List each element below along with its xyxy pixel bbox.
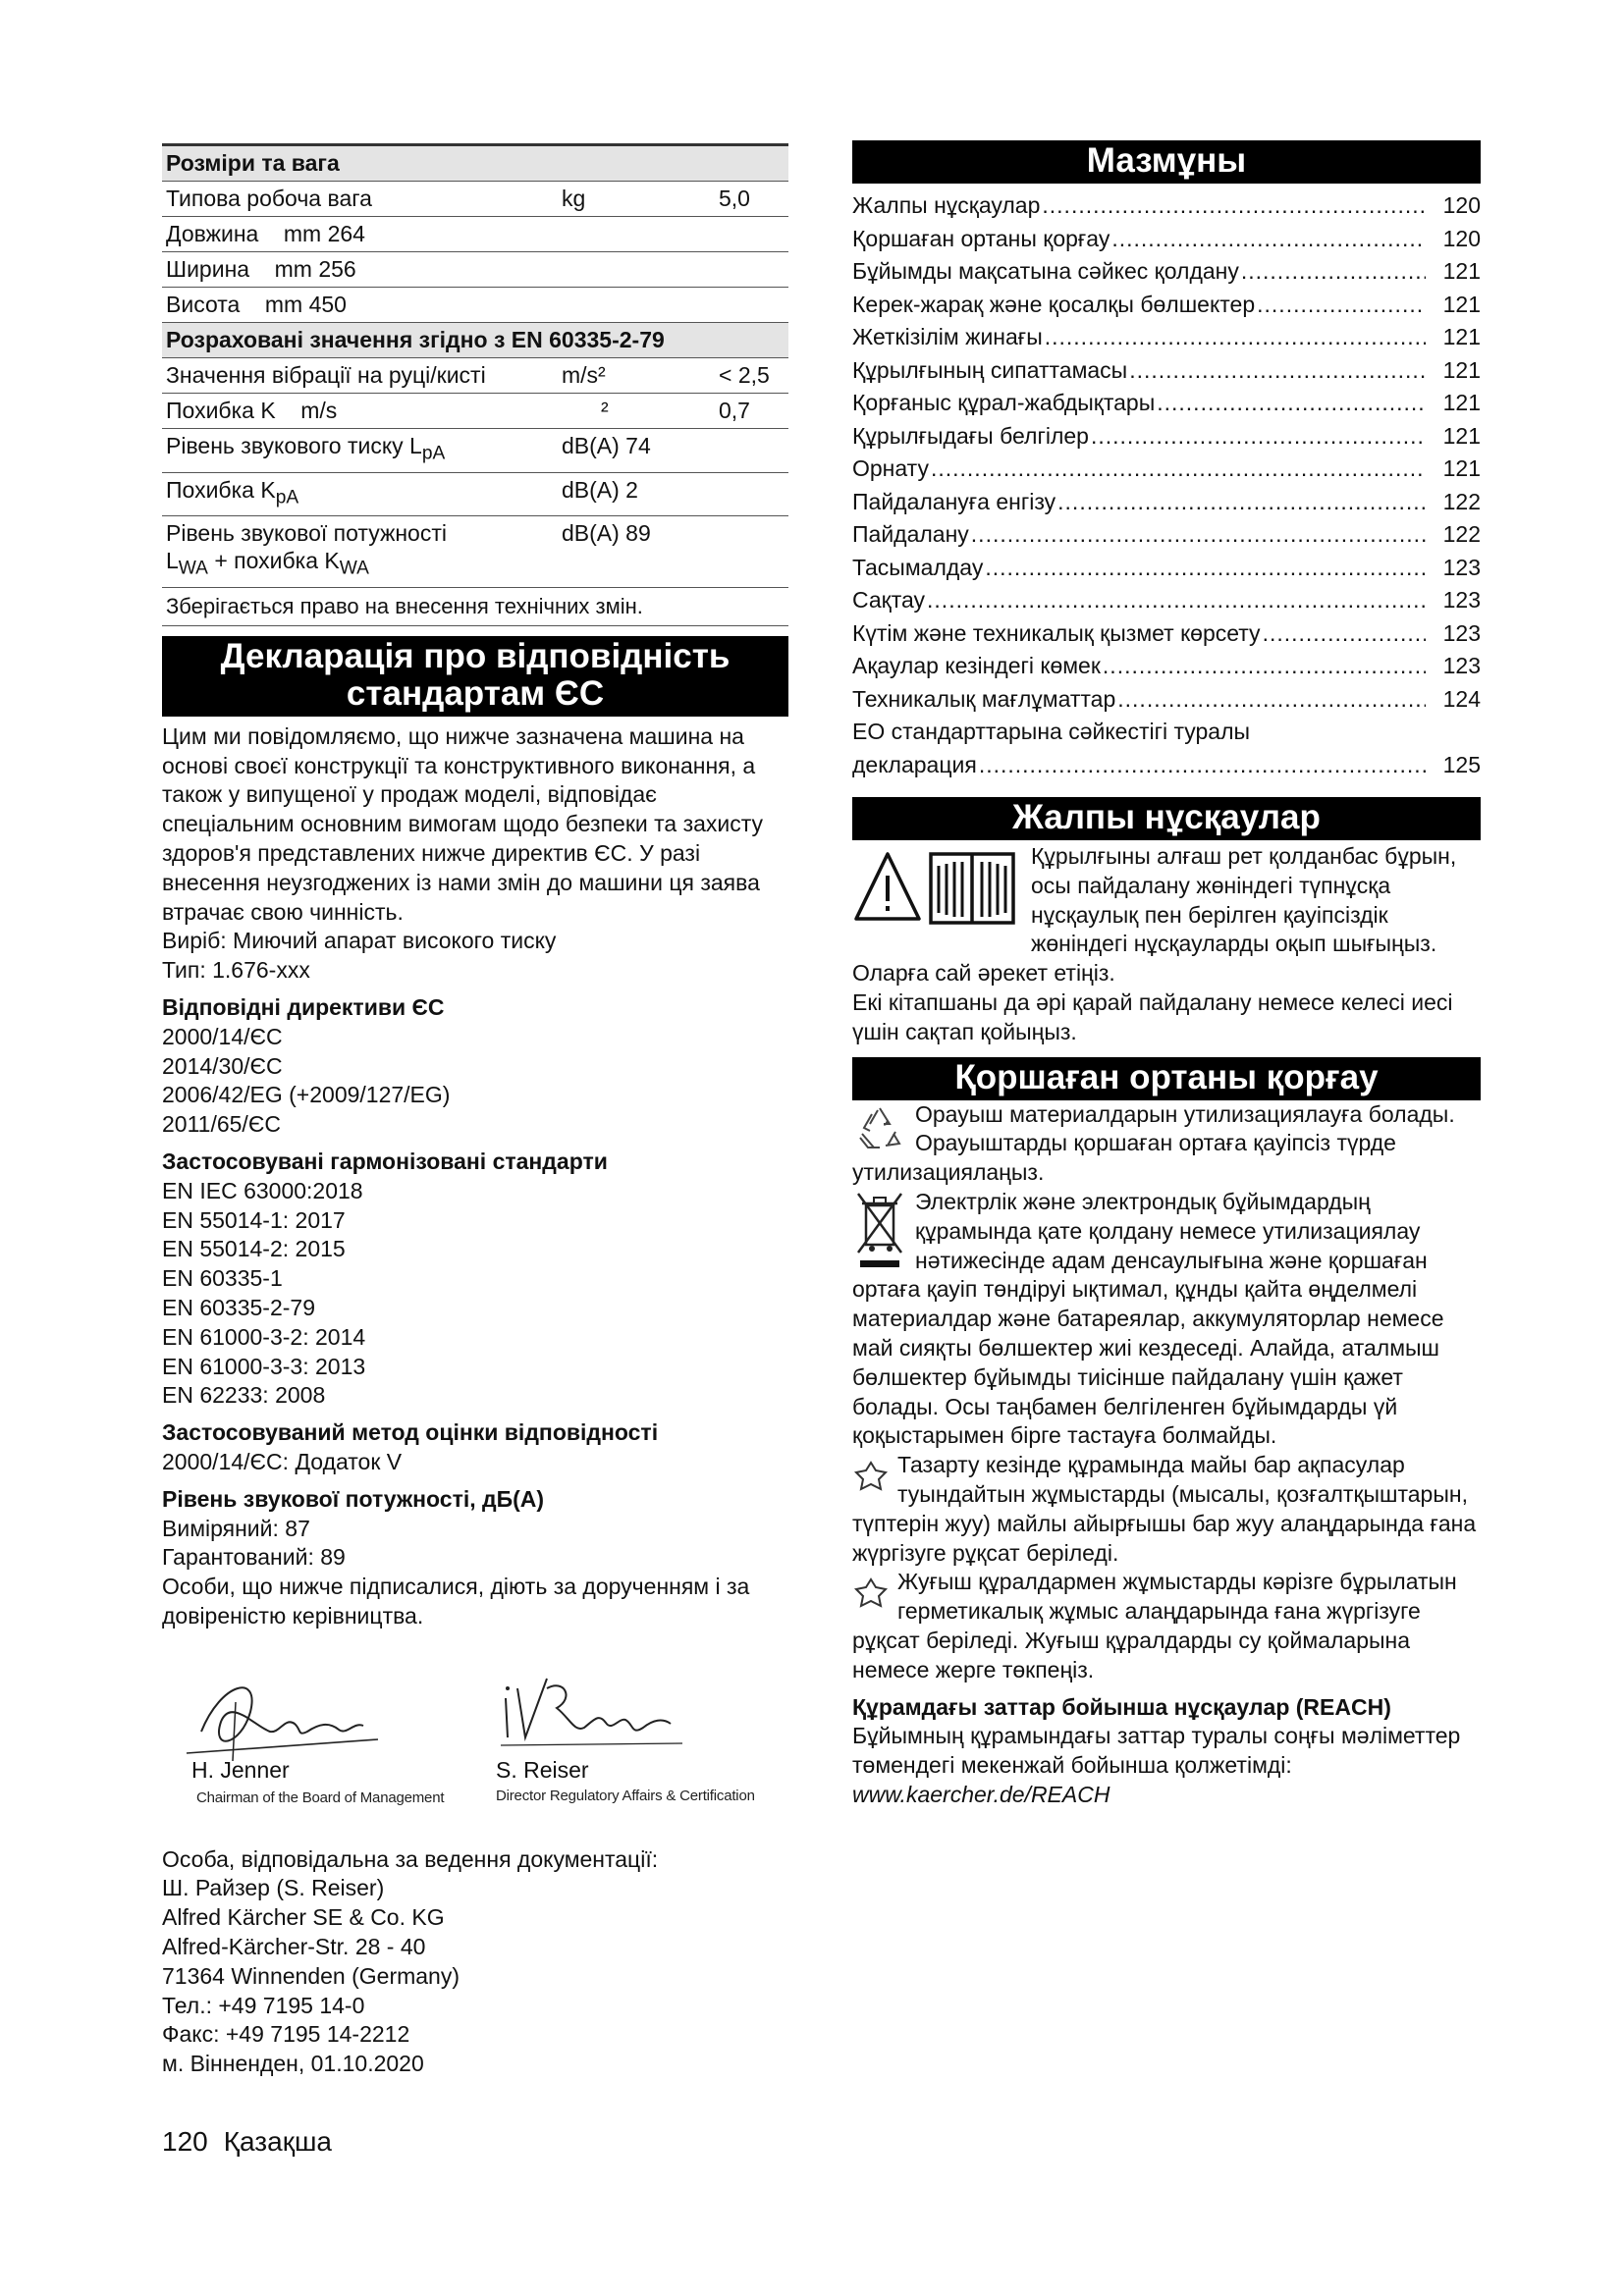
sig1-role: Chairman of the Board of Management: [196, 1789, 445, 1806]
signatures: [162, 1641, 788, 1828]
signature-reiser: [496, 1659, 692, 1757]
toc-item[interactable]: Керек-жарақ және қосалқы бөлшектер ..... 121: [852, 289, 1481, 322]
toc-item[interactable]: Техникалық мағлұматтар ..... 124: [852, 683, 1481, 717]
specs-section-header: Розміри та вага: [162, 145, 788, 182]
environment-title: Қоршаған ортаны қорғау: [852, 1057, 1481, 1100]
crossed-bin-icon: [852, 1190, 907, 1270]
sig2-role: Director Regulatory Affairs & Certification: [496, 1787, 755, 1804]
general-title: Жалпы нұсқаулар: [852, 797, 1481, 840]
spec-row: Рівень звукового тиску $L_{pA}$ dB(A) 74: [162, 429, 788, 473]
toc-item[interactable]: Бұйымды мақсатына сәйкес қолдану ..... 121: [852, 255, 1481, 289]
table-of-contents: [852, 189, 1481, 781]
toc-item[interactable]: Пайдалану ..... 122: [852, 518, 1481, 552]
right-column: [852, 140, 1481, 1810]
toc-item[interactable]: Құрылғының сипаттамасы ..... 121: [852, 354, 1481, 388]
page-footer: [162, 2126, 332, 2158]
toc-item[interactable]: Пайдалануға енгізу ..... 122: [852, 486, 1481, 519]
toc-title: Мазмұны: [852, 140, 1481, 184]
spec-row: Типова робоча вага kg 5,0: [162, 182, 788, 217]
reach-link[interactable]: www.kaercher.de/REACH: [852, 1781, 1110, 1807]
env-text-packaging: Орауыш материалдарын утилизациялауға болады. Орауыштарды қоршаған ортаға қауіпсіз түрде утилизациялаңыз.: [852, 1100, 1455, 1186]
warning-and-manual-icon: [852, 848, 1019, 929]
detergent-warning-icon: [852, 1575, 890, 1609]
oil-warning-icon: [852, 1459, 890, 1492]
toc-item[interactable]: Жеткізілім жинағы ..... 121: [852, 321, 1481, 354]
standards-list: EN IEC 63000:2018 EN 55014-1: 2017 EN 55014-2: 2015 EN 60335-1 EN 60335-2-79 EN 61000-3-2: 2014 EN 61000-3-3: 2013 EN 62233: 2008: [162, 1177, 366, 1409]
power-title: Рівень звукової потужності, дБ(А): [162, 1485, 545, 1512]
reach-text: Бұйымның құрамындағы заттар туралы соңғы мәліметтер төмендегі мекенжай бойынша қолжетімді: www.kaercher.de/REACH: [852, 1723, 1461, 1807]
measured-value: Виміряний: 87: [162, 1515, 310, 1541]
signature-jenner: [182, 1663, 388, 1766]
page-number: 120: [162, 2126, 208, 2157]
spec-row: Рівень звукової потужності $L_{WA}$ + похибка $K_{WA}$ dB(A) 89: [162, 516, 788, 588]
toc-item[interactable]: Құрылғыдағы белгілер ..... 121: [852, 420, 1481, 454]
declaration-intro: Цим ми повідомляємо, що нижче зазначена машина на основі своєї конструкції та конструктивного виконання, а також у випущеної у продаж моделі, відповідає спеціальним основним вимогам щодо безпеки та захисту здоров'я представлених нижче директив ЄС. У разі внесення неузгоджених із нами змін до машини ця заява втрачає свою чинність.: [162, 722, 764, 925]
toc-item[interactable]: Жалпы нұсқаулар ..... 120: [852, 189, 1481, 223]
env-text-electronics: Электрлік және электрондық бұйымдардың құрамында қате қолдану немесе утилизациялау нәтижесінде адам денсаулығына және қоршаған ортаға қауіп төндіруі ықтимал, құнды қайта өңделмелі материалдар және батареялар, аккумуляторлар немесе май сияқты бөлшектер жиі кездеседі. Алайда, аталмыш бөлшектер бұйымды тиісінше пайдалану үшін қажет болады. Осы таңбамен белгіленген бұйымдарды үй қоқыстарымен бірге тастауға болмайды.: [852, 1188, 1444, 1449]
general-text-1: Құрылғыны алғаш рет қолданбас бұрын, осы пайдалану жөніндегі түпнұсқа нұсқаулық пен берілген қауіпсіздік жөніндегі нұсқауларды оқып шығыңыз. Оларға сай әрекет етіңіз.: [852, 843, 1457, 987]
general-text-2: Екі кітапшаны да әрі қарай пайдалану немесе келесі иесі үшін сақтап қойыңыз.: [852, 988, 1453, 1044]
footer-language: Қазақша: [223, 2126, 332, 2157]
spec-row: Висота mm 450: [162, 288, 788, 323]
spec-row: Довжина mm 264: [162, 217, 788, 252]
toc-item[interactable]: Қорғаныс құрал-жабдықтары ..... 121: [852, 387, 1481, 420]
general-section: [852, 842, 1481, 1047]
env-text-oil: Тазарту кезінде құрамында майы бар ақпасулар туындайтын жұмыстарды (мысалы, қозғалтқыштарын, түптерін жуу) майлы айырғышы бар жуу алаңдарында ғана жүргізуге рұқсат беріледі.: [852, 1452, 1477, 1566]
spec-row: Ширина mm 256: [162, 252, 788, 288]
toc-item[interactable]: декларация ..... 125: [852, 749, 1481, 782]
type-line: Тип: 1.676-xxx: [162, 957, 310, 984]
spec-row: Похибка K m/s ² 0,7: [162, 394, 788, 429]
declaration-title: Декларація про відповідність стандартам ЄС: [162, 636, 788, 717]
toc-item[interactable]: Орнату ..... 121: [852, 453, 1481, 486]
spec-row: Похибка $K_{pA}$ dB(A) 2: [162, 472, 788, 516]
method-value: 2000/14/ЄС: Додаток V: [162, 1448, 403, 1474]
toc-item[interactable]: Ақаулар кезіндегі көмек ..... 123: [852, 650, 1481, 683]
toc-item[interactable]: Күтім және техникалық қызмет көрсету ..... 123: [852, 617, 1481, 651]
responsible-block: Особа, відповідальна за ведення документації: Ш. Райзер (S. Reiser) Alfred Kärcher SE & Co. KG Alfred-Kärcher-Str. 28 - 40 71364 Winnenden (Germany) Тел.: +49 7195 14-0 Факс: +49 7195 14-2212 м. Вінненден, 01.10.2020: [162, 1845, 659, 2077]
authority-text: Особи, що нижче підписалися, діють за дорученням і за довіреністю керівництва.: [162, 1574, 750, 1629]
method-title: Застосовуваний метод оцінки відповідності: [162, 1419, 659, 1446]
standards-title: Застосовувані гармонізовані стандарти: [162, 1148, 608, 1174]
recycling-icon: [852, 1104, 907, 1151]
sig2-name: S. Reiser: [496, 1756, 589, 1783]
sig1-name: H. Jenner: [191, 1756, 290, 1783]
toc-item-declaration-line1[interactable]: ЕО стандарттарына сәйкестігі туралы: [852, 719, 1251, 744]
directives-list: 2000/14/ЄС 2014/30/ЄС 2006/42/EG (+2009/127/EG) 2011/65/ЄС: [162, 1023, 451, 1138]
directives-title: Відповідні директиви ЄС: [162, 993, 445, 1020]
left-column: [162, 143, 788, 2079]
specs-table: [162, 143, 788, 588]
guaranteed-value: Гарантований: 89: [162, 1544, 346, 1571]
product-line: Виріб: Миючий апарат високого тиску: [162, 928, 557, 954]
environment-section: [852, 1100, 1481, 1810]
specs-section-header: Розраховані значення згідно з EN 60335-2-79: [162, 323, 788, 358]
toc-item[interactable]: Тасымалдау ..... 123: [852, 552, 1481, 585]
specs-note: Зберігається право на внесення технічних змін.: [162, 588, 788, 626]
toc-item[interactable]: Сақтау ..... 123: [852, 584, 1481, 617]
reach-title: Құрамдағы заттар бойынша нұсқаулар (REACH): [852, 1693, 1391, 1720]
env-text-detergent: Жуғыш құралдармен жұмыстарды кәрізге бұрылатын герметикалық жұмыс алаңдарында ғана жүргізуге рұқсат беріледі. Жуғыш құралдарды су қоймаларына немесе жерге төкпеңіз.: [852, 1569, 1457, 1682]
toc-item[interactable]: Қоршаған ортаны қорғау ..... 120: [852, 223, 1481, 256]
spec-row: Значення вібрації на руці/кисті m/s² < 2,5: [162, 358, 788, 394]
